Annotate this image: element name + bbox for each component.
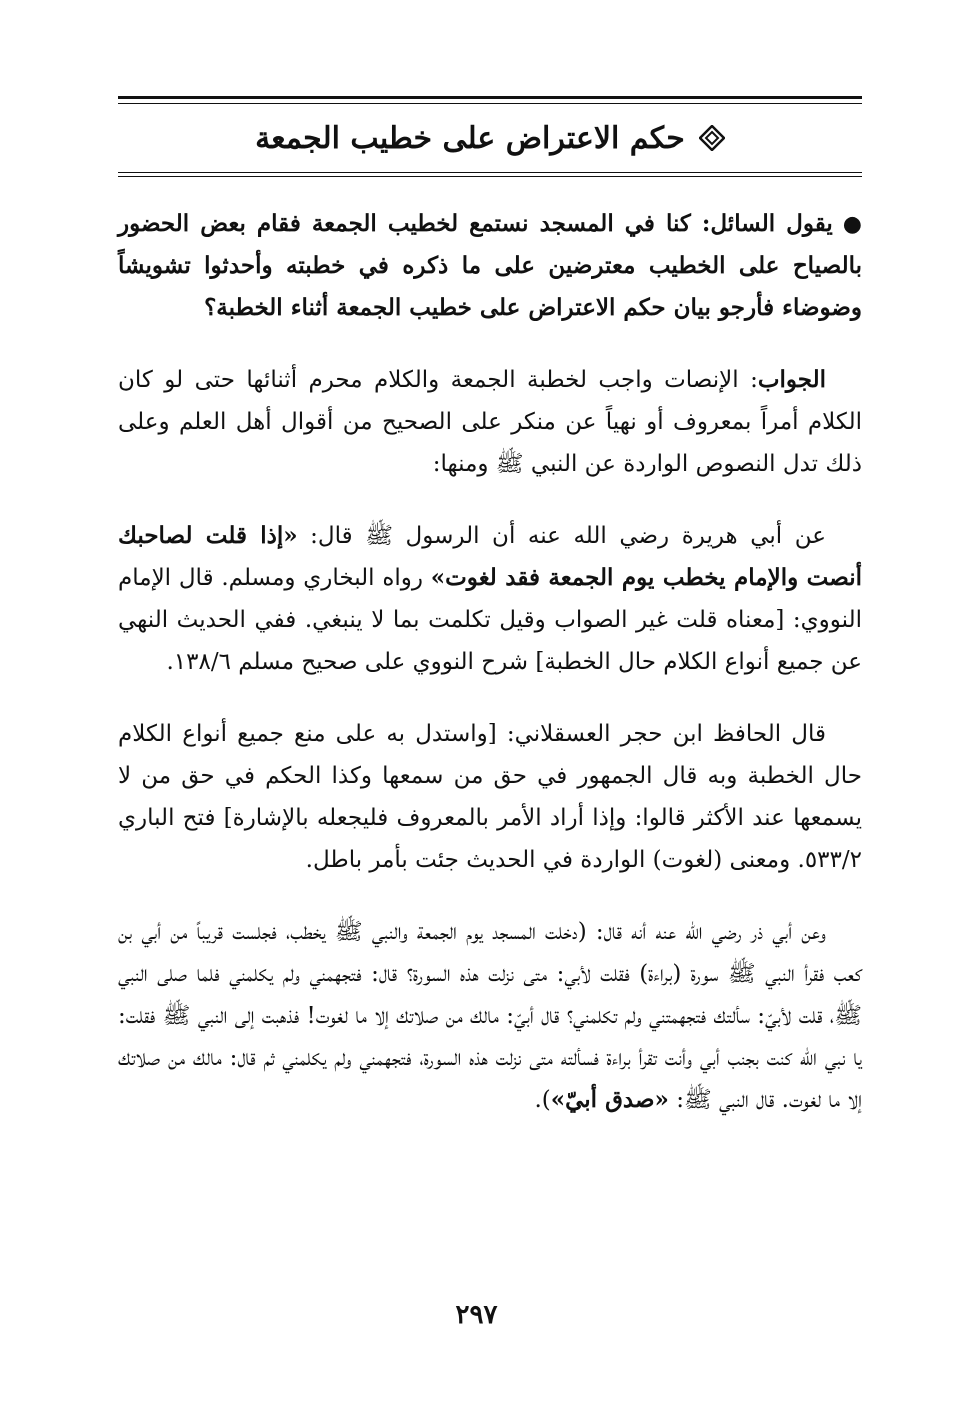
header [118, 104, 862, 172]
page-number: ٢٩٧ [455, 1300, 498, 1330]
body-text [118, 203, 862, 1121]
hadith1-rest: رواه البخاري ومسلم. قال الإمام النووي: [معناه قلت غير الصواب وقيل تكلمت بما لا ينبغي. ففي الحديث النهي عن جميع أنواع الكلام حال الخطبة] شرح النووي على صحيح مسلم ١٣٨/٦. [118, 565, 862, 675]
hadith2-end: ). [534, 1087, 551, 1113]
hadith1-quote: «إذا قلت لصاحبك أنصت والإمام يخطب يوم الجمعة فقد لغوت» [118, 522, 862, 591]
hadith2-text: وعن أبي ذر رضي الله عنه أنه قال: (دخلت المسجد يوم الجمعة والنبي ﷺ يخطب، فجلست قريباً من أبي بن كعب فقرأ النبي ﷺ سورة (براءة) فقلت لأبي: متى نزلت هذه السورة؟ قال: فتجهمني ولم يكلمني فلما صلى النبي ﷺ، قلت لأبيّ: سألتك فتجهمتني ولم تكلمني؟ قال أبيّ: مالك من صلاتك إلا ما لغوت! فذهبت إلى النبي ﷺ فقلت: يا نبي الله كنت بجنب أبي وأنت تقرأ براءة فسألته متى نزلت هذه السورة، فتجهمني ولم يكلمني ثم قال: مالك من صلاتك إلا ما لغوت. قال النبي ﷺ: [118, 919, 862, 1113]
header-top-rule [118, 96, 862, 104]
question-paragraph [118, 203, 862, 329]
ibn-hajar-paragraph [118, 713, 862, 881]
answer-label: الجواب [757, 366, 826, 393]
header-bottom-rule [118, 172, 862, 173]
bullet-icon: ● [842, 211, 862, 237]
hadith-abu-dhar-paragraph [118, 911, 862, 1121]
hadith1-intro: عن أبي هريرة رضي الله عنه أن الرسول ﷺ قال: [297, 523, 826, 549]
ibn-hajar-text: قال الحافظ ابن حجر العسقلاني: [واستدل به على منع جميع أنواع الكلام حال الخطبة وبه قال الجمهور في حق من سمعها وكذا الحكم في حق من لا يسمعها عند الأكثر قالوا: وإذا أراد الأمر بالمعروف فليجعله بالإشارة] فتح الباري ٥٣٣/٢. ومعنى (لغوت) الواردة في الحديث جئت بأمر باطل. [118, 721, 862, 873]
answer-paragraph [118, 359, 862, 485]
page [118, 96, 862, 1151]
page-title: حكم الاعتراض على خطيب الجمعة [255, 120, 685, 156]
question-text: يقول السائل: كنا في المسجد نستمع لخطيب الجمعة فقام بعض الحضور بالصياح على الخطيب معترضين على ما ذكره في خطبته وأحدثوا تشويشاً وضوضاء فأرجو بيان حكم الاعتراض على خطيب الجمعة أثناء الخطبة؟ [118, 210, 862, 321]
hadith-abu-hurairah-paragraph [118, 515, 862, 683]
hadith2-quote: «صدق أبيّ» [550, 1086, 669, 1113]
diamond-icon [699, 125, 725, 151]
answer-text: : الإنصات واجب لخطبة الجمعة والكلام محرم أثنائها حتى لو كان الكلام أمراً بمعروف أو نهياً عن منكر على الصحيح من أقوال أهل العلم وعلى ذلك تدل النصوص الواردة عن النبي ﷺ ومنها: [118, 367, 862, 477]
header-bottom-rule-2 [118, 176, 862, 177]
